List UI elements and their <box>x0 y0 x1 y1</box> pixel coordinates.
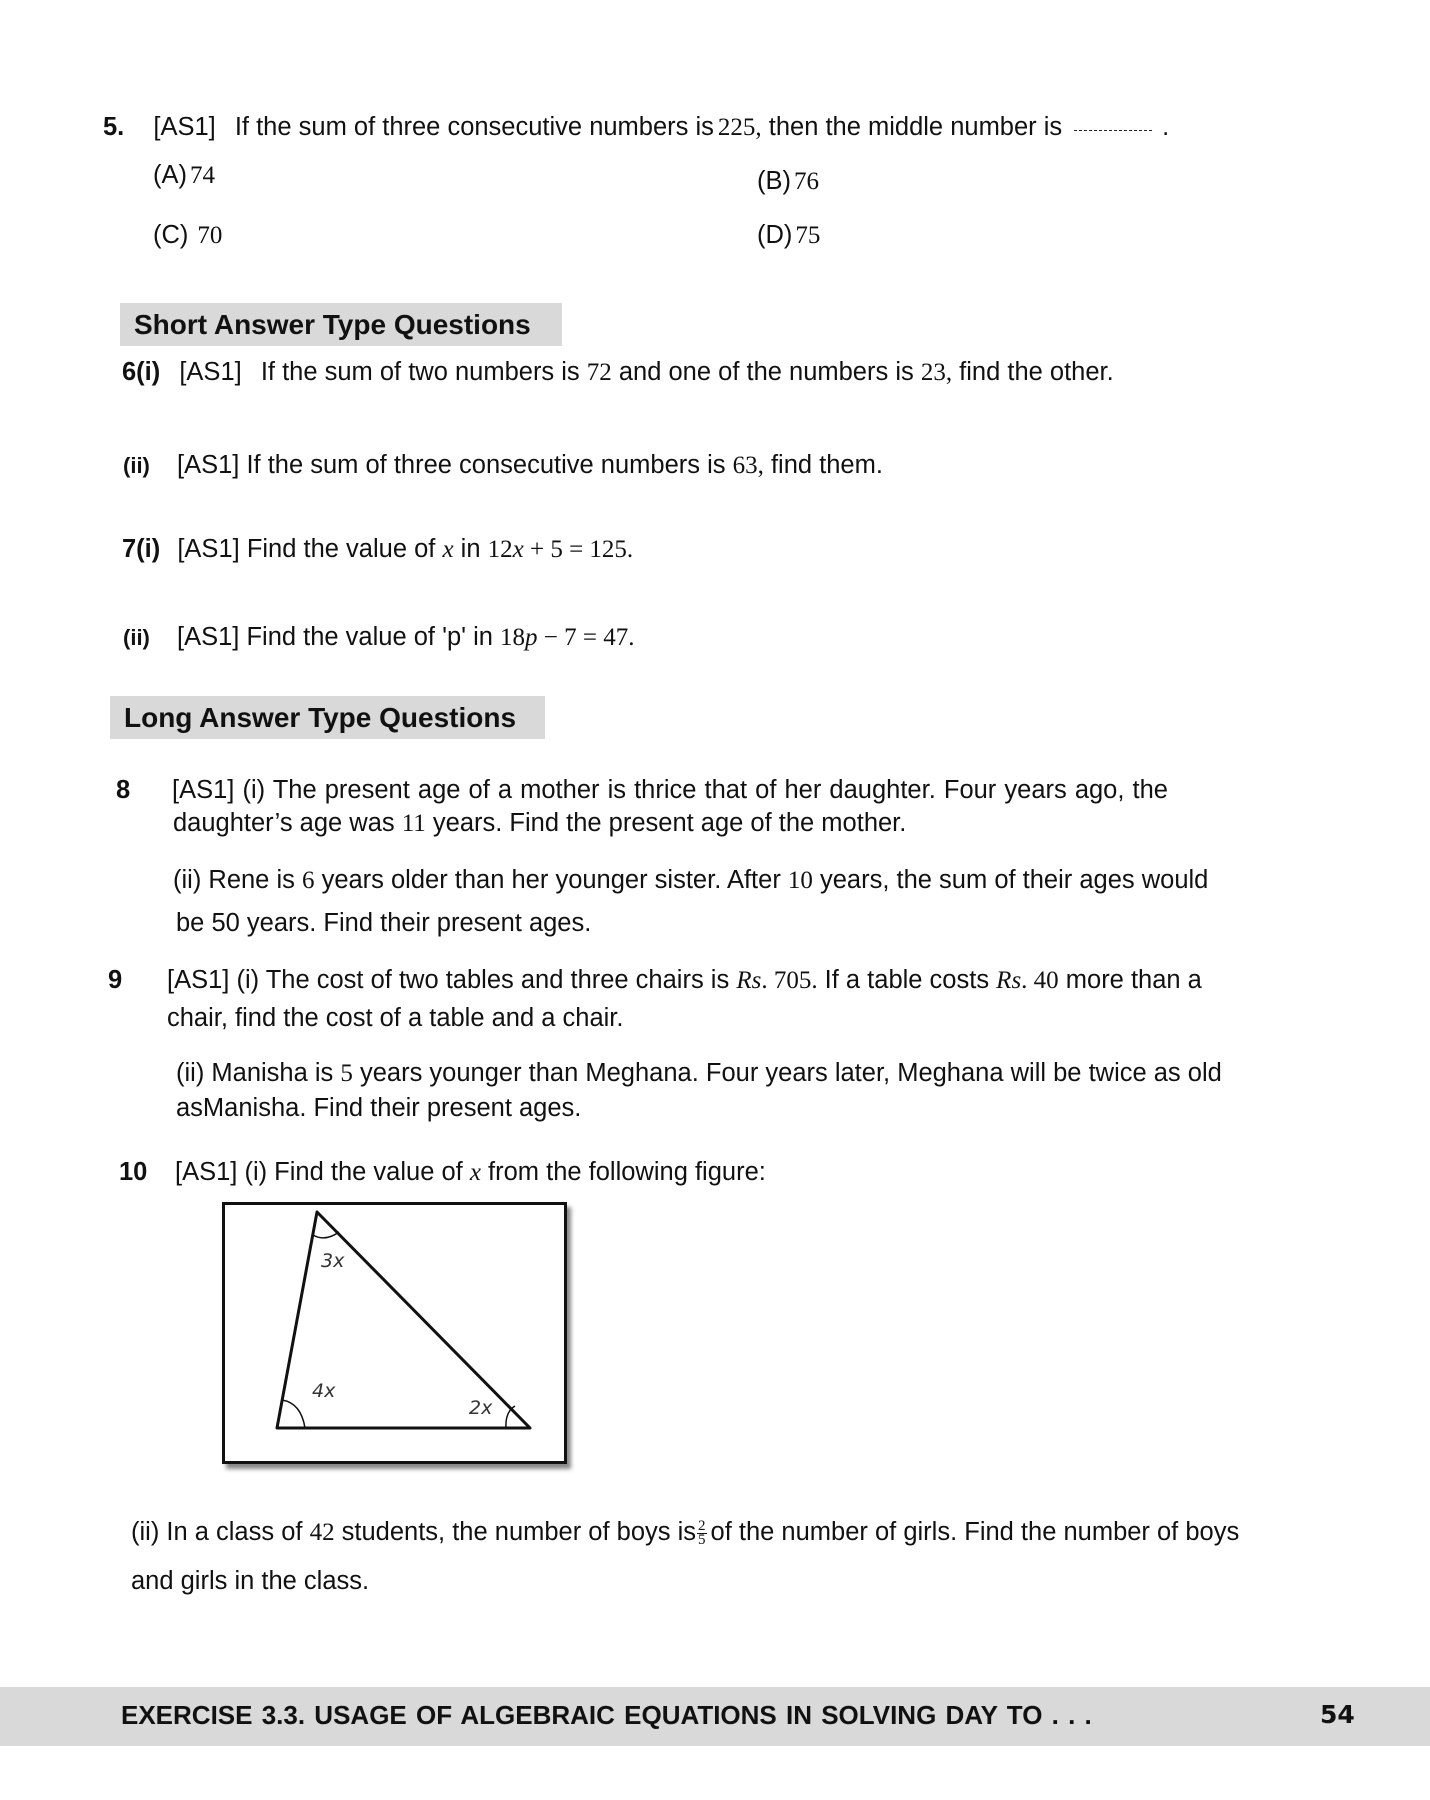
q5-end: . <box>1162 113 1170 141</box>
q10ii-line-1 <box>131 1517 1239 1548</box>
q8ii-line-1 <box>173 865 1208 896</box>
currency: Rs <box>736 967 762 994</box>
q7i-text-2: in <box>460 535 481 563</box>
q6i-line <box>122 357 1114 388</box>
fraction-numerator: 2 <box>698 1517 706 1534</box>
text: students, the number of boys is <box>341 1518 697 1546</box>
q8i-line-1: [AS1] (i) The present age of a mother is thrice that of her daughter. Four years ago, the <box>172 776 1168 804</box>
eq-rest: − 7 = 47. <box>543 624 635 651</box>
q9ii-line-1 <box>176 1058 1222 1089</box>
q7ii-line <box>123 622 634 653</box>
option-label: (A) <box>153 161 187 189</box>
q5-text-after: then the middle number is <box>768 113 1063 141</box>
q5-tag: [AS1] <box>153 113 216 141</box>
fraction <box>697 1517 707 1548</box>
text: (ii) In a class of <box>131 1518 303 1546</box>
q7i-text: Find the value of <box>246 535 436 563</box>
q5-option-c <box>153 220 222 251</box>
q5-value: 225, <box>717 114 762 141</box>
q5-text: If the sum of three consecutive numbers is <box>234 113 714 141</box>
q5-line <box>103 112 1169 143</box>
q6i-text: If the sum of two numbers is <box>260 358 580 386</box>
q9i-line-1 <box>167 965 1202 996</box>
value: 42 <box>309 1519 335 1546</box>
q6i-value-1: 72 <box>586 359 612 386</box>
text: years older than her younger sister. After <box>321 866 781 894</box>
page-footer <box>0 1687 1430 1746</box>
triangle-figure <box>222 1202 567 1464</box>
q6i-text-2: and one of the numbers is <box>618 358 914 386</box>
answer-blank <box>1074 130 1152 131</box>
q6ii-text-2: find them. <box>770 451 883 479</box>
text: [AS1] (i) Find the value of <box>175 1158 463 1186</box>
q9ii-line-2: asManisha. Find their present ages. <box>176 1094 582 1122</box>
text: daughter’s age was <box>173 809 395 837</box>
section-heading-long-answer: Long Answer Type Questions <box>110 696 545 739</box>
q10-number: 10 <box>119 1158 148 1186</box>
q5-number: 5. <box>103 113 125 141</box>
q5-option-d <box>757 220 820 251</box>
angle-label-top: 3x <box>321 1250 345 1272</box>
q6i-text-3: find the other. <box>959 358 1114 386</box>
option-label: (C) <box>153 221 189 249</box>
q7i-tag: [AS1] <box>177 535 240 563</box>
q7i-variable: x <box>442 536 454 563</box>
value: 6 <box>301 867 315 894</box>
q6ii-value: 63, <box>732 452 764 479</box>
value: . 705. <box>761 967 818 994</box>
value: 11 <box>401 810 426 837</box>
value: . 40 <box>1021 967 1059 994</box>
option-value: 76 <box>794 168 819 195</box>
text: from the following figure: <box>488 1158 766 1186</box>
angle-label-left: 4x <box>312 1380 336 1402</box>
eq-coef: 18 <box>500 624 526 651</box>
text: years, the sum of their ages would <box>820 866 1209 894</box>
q6i-value-2: 23, <box>920 359 953 386</box>
text: years younger than Meghana. Four years later, Meghana will be twice as old <box>359 1059 1222 1087</box>
q10i-line-1 <box>175 1157 766 1188</box>
text: of the number of girls. Find the number of boys <box>710 1518 1240 1546</box>
q9-number: 9 <box>108 966 123 994</box>
option-value: 70 <box>197 222 223 249</box>
text: years. Find the present age of the mother. <box>432 809 907 837</box>
q8i-line-2 <box>173 808 906 839</box>
text: more than a <box>1065 966 1202 994</box>
q7ii-number: (ii) <box>123 625 150 650</box>
section-heading-short-answer: Short Answer Type Questions <box>120 303 562 346</box>
option-label: (B) <box>757 167 791 195</box>
option-label: (D) <box>757 221 793 249</box>
q6ii-number: (ii) <box>123 453 150 478</box>
q7ii-text: Find the value of 'p' in <box>246 623 493 651</box>
eq-rest: + 5 = 125. <box>529 536 634 563</box>
fraction-denominator: 5 <box>698 1531 706 1548</box>
q6ii-tag: [AS1] <box>176 451 240 479</box>
q8-number: 8 <box>116 776 131 804</box>
page-number: 54 <box>1320 1700 1355 1729</box>
q6i-tag: [AS1] <box>179 358 242 386</box>
text: If a table costs <box>824 966 990 994</box>
option-value: 75 <box>795 222 821 249</box>
q8ii-line-2: be 50 years. Find their present ages. <box>176 909 592 937</box>
triangle-icon <box>225 1205 564 1461</box>
q7i-line <box>122 534 633 565</box>
q10ii-line-2: and girls in the class. <box>131 1567 370 1595</box>
eq-var: p <box>525 624 538 651</box>
q7i-equation <box>488 536 634 563</box>
q6ii-line <box>123 450 883 481</box>
angle-label-right: 2x <box>469 1397 493 1419</box>
value: 10 <box>787 867 813 894</box>
text: (ii) Rene is <box>173 866 295 894</box>
eq-var: x <box>512 536 524 563</box>
q5-option-a <box>153 160 215 191</box>
text: (ii) Manisha is <box>176 1059 334 1087</box>
eq-coef: 12 <box>487 536 513 563</box>
currency: Rs <box>996 967 1022 994</box>
q9i-line-2: chair, find the cost of a table and a chair. <box>167 1004 624 1032</box>
q7ii-equation <box>500 624 634 651</box>
option-value: 74 <box>190 162 215 189</box>
q6i-number: 6(i) <box>122 358 161 386</box>
q6ii-text: If the sum of three consecutive numbers is <box>246 451 726 479</box>
q7i-number: 7(i) <box>122 535 161 563</box>
footer-chapter-title: EXERCISE 3.3. USAGE OF ALGEBRAIC EQUATIONS IN SOLVING DAY TO . . . <box>121 1700 1092 1730</box>
text: [AS1] (i) The cost of two tables and three chairs is <box>167 966 730 994</box>
variable: x <box>469 1159 481 1186</box>
q5-option-b <box>757 166 819 197</box>
value: 5 <box>340 1060 353 1087</box>
q7ii-tag: [AS1] <box>176 623 240 651</box>
